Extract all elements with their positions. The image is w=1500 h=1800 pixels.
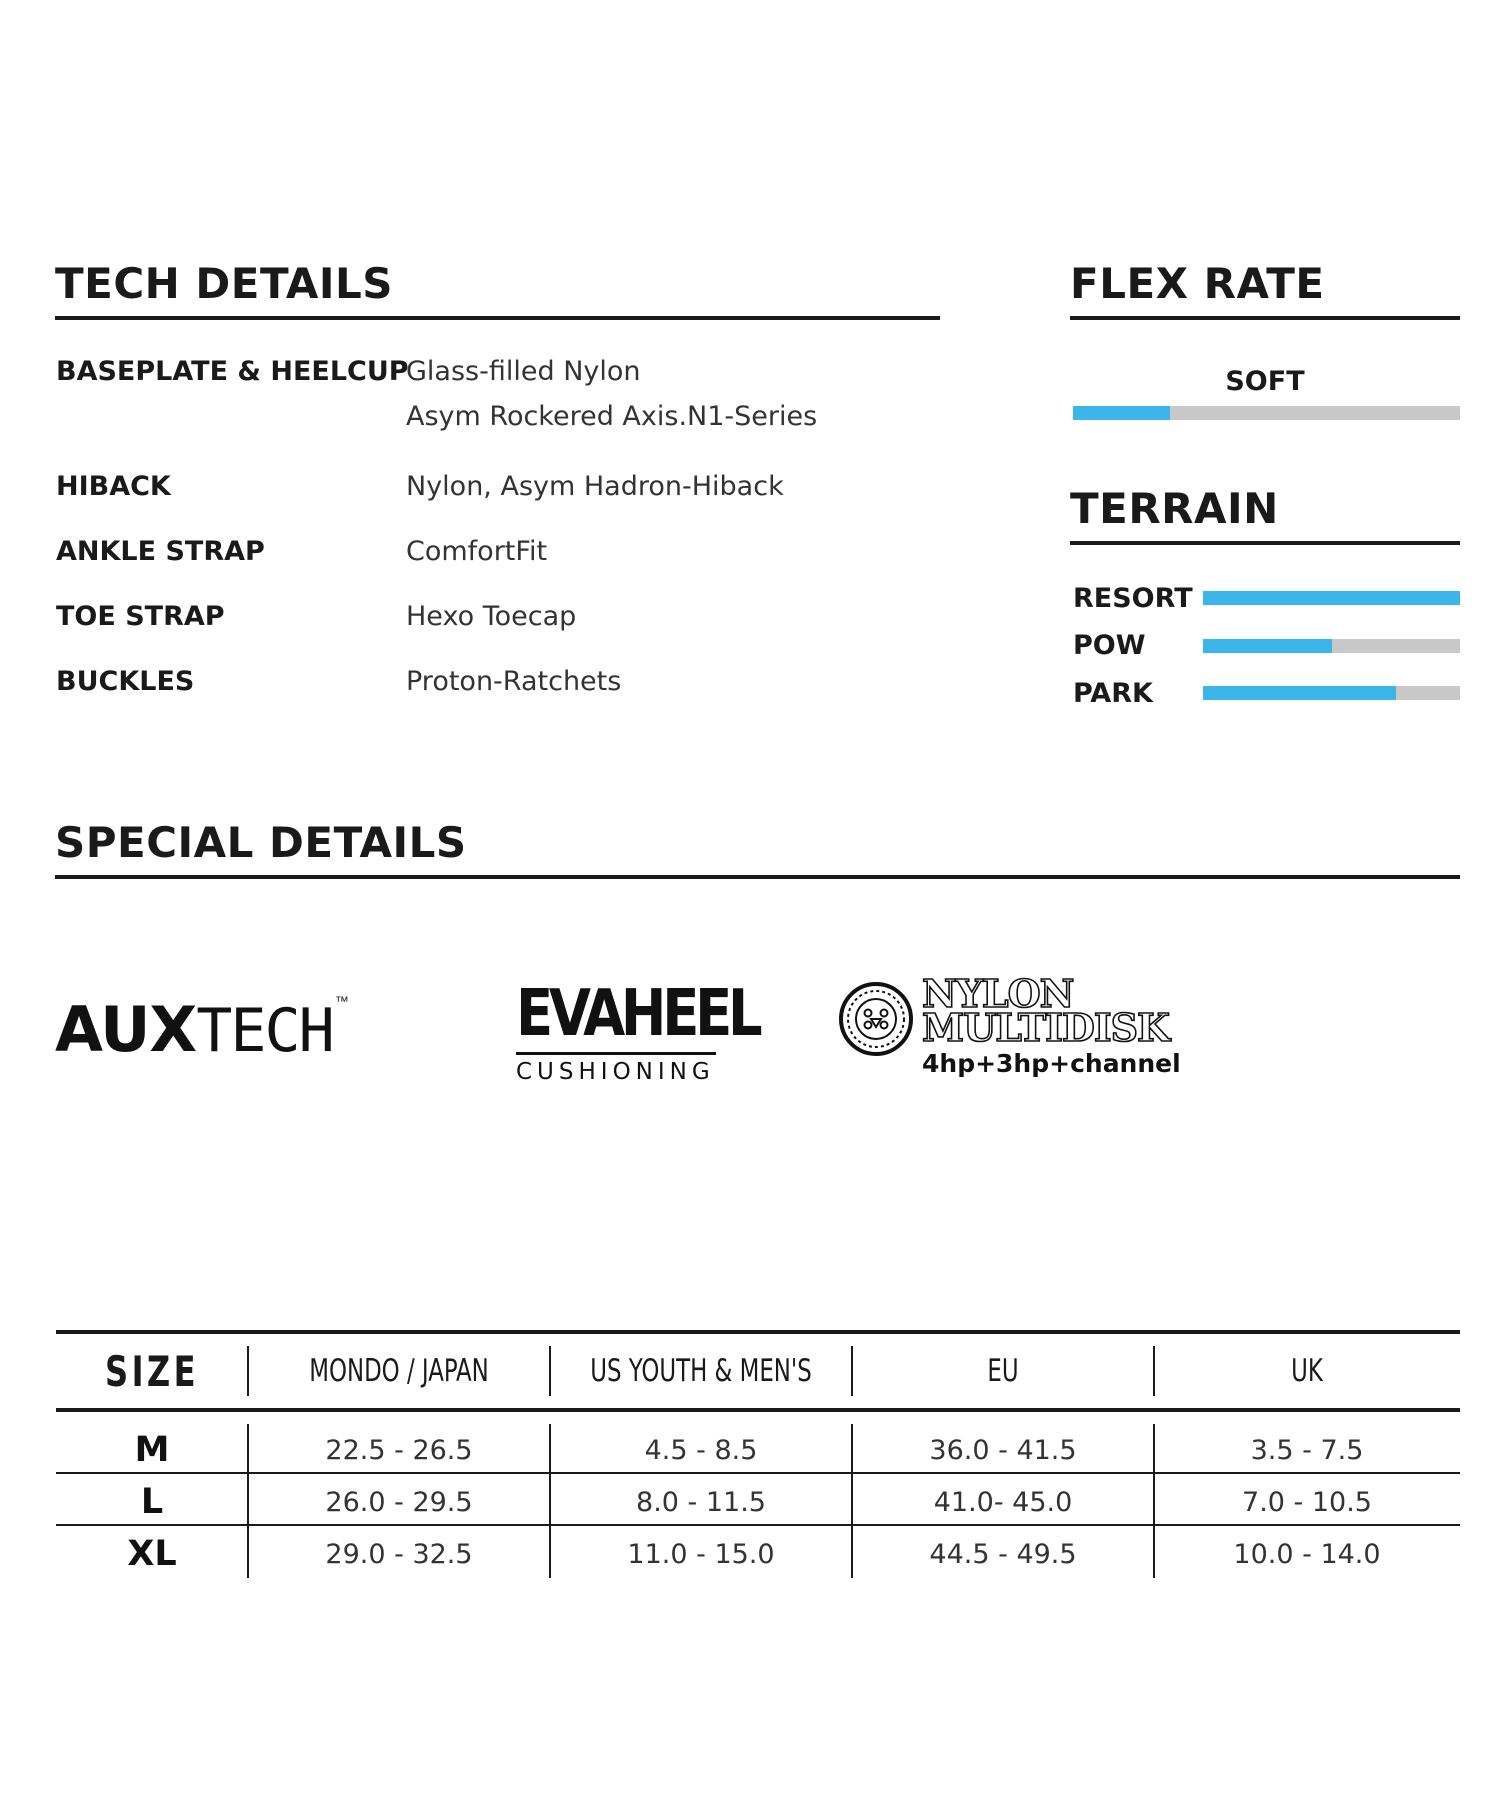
tech-value: Hexo Toecap	[406, 601, 577, 632]
tech-details-list	[56, 352, 936, 727]
size-cell: 44.5 - 49.5	[929, 1538, 1077, 1570]
table-row	[56, 1474, 1460, 1526]
tech-label: TOE STRAP	[56, 601, 225, 632]
special-details-title: SPECIAL DETAILS	[55, 818, 467, 867]
flex-level-label: SOFT	[1225, 366, 1305, 397]
size-cell: 4.5 - 8.5	[644, 1434, 758, 1466]
terrain-bar-park	[1203, 686, 1460, 700]
tech-row-ankle-strap	[56, 532, 936, 597]
tech-details-rule	[55, 316, 940, 320]
terrain-bar-fill	[1203, 639, 1332, 653]
size-cell: 22.5 - 26.5	[325, 1434, 473, 1466]
table-row	[56, 1526, 1460, 1576]
tech-value: Nylon, Asym Hadron-Hiback	[406, 471, 784, 502]
column-divider	[247, 1424, 249, 1578]
size-table-header	[56, 1330, 1460, 1412]
column-divider	[549, 1346, 551, 1396]
evaheel-logo-sub: CUSHIONING	[516, 1059, 715, 1085]
multidisk-icon	[838, 981, 914, 1057]
size-cell: XL	[127, 1534, 177, 1574]
size-cell: L	[140, 1482, 164, 1522]
size-cell: 11.0 - 15.0	[627, 1538, 775, 1570]
tech-row-buckles	[56, 662, 936, 727]
nylon-logo-line1: NYLON	[922, 971, 1074, 1016]
column-divider	[851, 1346, 853, 1396]
size-cell: 7.0 - 10.5	[1242, 1486, 1372, 1518]
trademark-symbol: ™	[334, 993, 349, 1009]
size-cell: M	[134, 1430, 170, 1470]
size-cell: 10.0 - 14.0	[1233, 1538, 1381, 1570]
tech-label: BASEPLATE & HEELCUP	[56, 356, 409, 387]
tech-row-hiback	[56, 467, 936, 532]
tech-label: BUCKLES	[56, 666, 195, 697]
tech-value: Asym Rockered Axis.N1-Series	[406, 401, 818, 432]
tech-value: ComfortFit	[406, 536, 548, 567]
auxtech-logo-part2: TECH	[196, 996, 333, 1066]
tech-details-title: TECH DETAILS	[55, 259, 394, 308]
size-header-cell: UK	[1291, 1353, 1323, 1389]
column-divider	[549, 1424, 551, 1578]
tech-row-toe-strap	[56, 597, 936, 662]
size-cell: 3.5 - 7.5	[1250, 1434, 1364, 1466]
column-divider	[851, 1424, 853, 1578]
tech-value: Proton-Ratchets	[406, 666, 622, 697]
terrain-label-park: PARK	[1073, 678, 1153, 709]
column-divider	[247, 1346, 249, 1396]
terrain-label-resort: RESORT	[1073, 583, 1193, 614]
size-cell: 41.0- 45.0	[933, 1486, 1073, 1518]
size-table	[56, 1330, 1460, 1576]
terrain-bar-fill	[1203, 591, 1460, 605]
flex-rate-bar	[1073, 406, 1460, 420]
column-divider	[1153, 1424, 1155, 1578]
size-header-cell: SIZE	[105, 1346, 199, 1396]
evaheel-logo	[516, 977, 801, 1085]
terrain-label-pow: POW	[1073, 630, 1146, 661]
special-details-rule	[55, 875, 1460, 879]
size-cell: 29.0 - 32.5	[325, 1538, 473, 1570]
size-header-cell: MONDO / JAPAN	[309, 1353, 489, 1389]
terrain-bar-fill	[1203, 686, 1396, 700]
terrain-title: TERRAIN	[1070, 484, 1279, 533]
size-cell: 36.0 - 41.5	[929, 1434, 1077, 1466]
size-cell: 26.0 - 29.5	[325, 1486, 473, 1518]
size-cell: 8.0 - 11.5	[636, 1486, 766, 1518]
nylon-logo-line2: MULTIDISK	[922, 1005, 1170, 1050]
tech-value: Glass-filled Nylon	[406, 356, 641, 387]
terrain-rule	[1070, 541, 1460, 545]
flex-rate-title: FLEX RATE	[1070, 259, 1325, 308]
size-header-cell: EU	[987, 1353, 1019, 1389]
table-row	[56, 1422, 1460, 1474]
evaheel-logo-underline	[516, 1052, 716, 1055]
nylon-logo-sub: 4hp+3hp+channel	[922, 1049, 1181, 1078]
flex-rate-rule	[1070, 316, 1460, 320]
flex-rate-bar-fill	[1073, 406, 1170, 420]
column-divider	[1153, 1346, 1155, 1396]
evaheel-logo-main: EVAHEEL	[516, 977, 759, 1051]
tech-label: HIBACK	[56, 471, 171, 502]
tech-row-baseplate	[56, 352, 936, 467]
size-header-cell: US YOUTH & MEN'S	[590, 1353, 812, 1389]
terrain-bar-resort	[1203, 591, 1460, 605]
tech-label: ANKLE STRAP	[56, 536, 265, 567]
auxtech-logo	[55, 993, 349, 1066]
terrain-bar-pow	[1203, 639, 1460, 653]
size-table-body	[56, 1412, 1460, 1576]
auxtech-logo-part1: AUX	[55, 993, 197, 1066]
